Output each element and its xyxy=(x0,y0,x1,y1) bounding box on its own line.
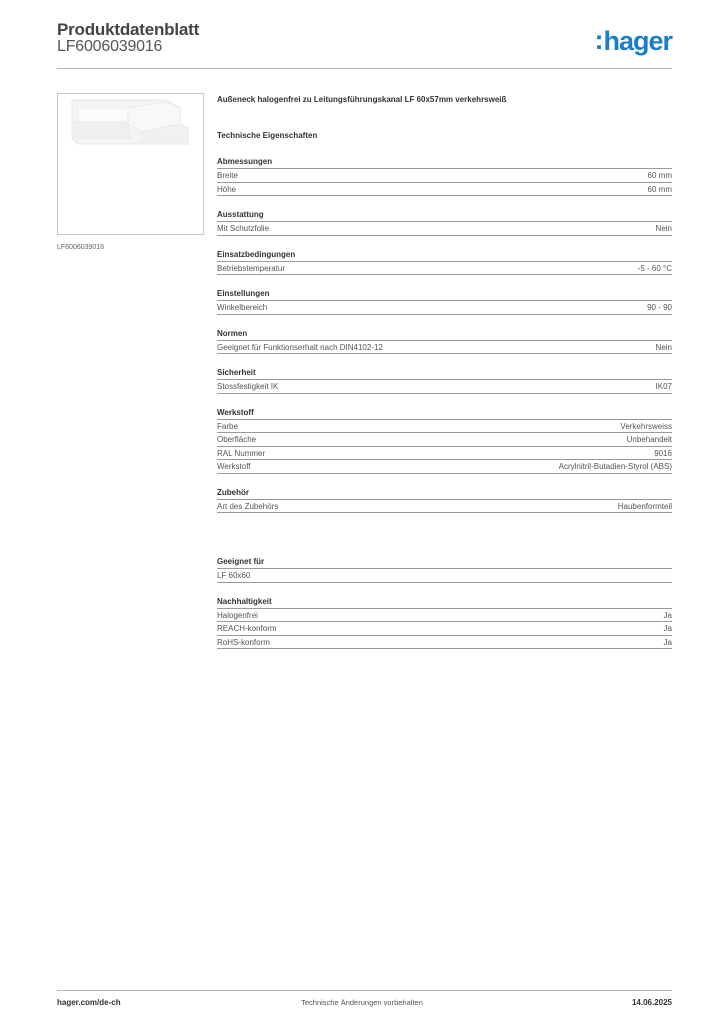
spec-row xyxy=(217,222,672,236)
spec-value: -5 - 60 °C xyxy=(637,263,672,273)
spec-value: 90 - 90 xyxy=(647,303,672,312)
section-title: Sicherheit xyxy=(217,368,672,380)
spec-row xyxy=(217,433,672,447)
spec-label: RAL Nummer xyxy=(217,448,266,458)
spec-label: RoHS-konform xyxy=(217,637,270,647)
spec-label: Mit Schutzfolie xyxy=(217,224,270,233)
section-nachhaltigkeit xyxy=(217,597,672,650)
spec-value: Haubenformteil xyxy=(617,501,672,511)
spec-label: LF 60x60 xyxy=(217,571,251,580)
spec-value: Nein xyxy=(655,224,672,233)
section-title: Abmessungen xyxy=(217,157,672,169)
spec-row xyxy=(217,262,672,276)
section-title: Zubehör xyxy=(217,488,672,500)
spec-label: Halogenfrei xyxy=(217,610,258,620)
section-normen xyxy=(217,329,672,355)
spec-row xyxy=(217,569,672,583)
spec-sections xyxy=(217,157,672,649)
section-sicherheit xyxy=(217,368,672,394)
spec-label: Höhe xyxy=(217,184,237,194)
spec-row xyxy=(217,460,672,474)
footer-disclaimer: Technische Änderungen vorbehalten xyxy=(301,998,423,1007)
footer-website-link[interactable]: hager.com/de-ch xyxy=(57,998,121,1007)
section-title: Nachhaltigkeit xyxy=(217,597,672,609)
spec-value: 9016 xyxy=(654,448,672,458)
spec-label: Breite xyxy=(217,171,238,180)
spec-row xyxy=(217,622,672,636)
spec-label: Betriebstemperatur xyxy=(217,263,286,273)
spec-label: Farbe xyxy=(217,421,238,431)
section-geeignet-fuer xyxy=(217,557,672,583)
product-photo-outer-corner xyxy=(58,94,203,234)
spec-row xyxy=(217,636,672,650)
spec-value: 60 mm xyxy=(647,171,672,180)
product-description: Außeneck halogenfrei zu Leitungsführungskanal LF 60x57mm verkehrsweiß xyxy=(217,95,507,104)
spec-value: Ja xyxy=(663,624,672,633)
footer-rule xyxy=(57,990,672,991)
spec-row xyxy=(217,301,672,315)
section-title: Einsatzbedingungen xyxy=(217,250,672,262)
spec-label: Werkstoff xyxy=(217,462,251,471)
section-werkstoff xyxy=(217,408,672,474)
spec-row xyxy=(217,341,672,355)
spec-label: Oberfläche xyxy=(217,435,257,444)
spec-row xyxy=(217,420,672,434)
hager-logo xyxy=(594,26,672,57)
spec-label: Art des Zubehörs xyxy=(217,501,279,511)
spec-value: IK07 xyxy=(655,382,672,391)
section-title: Werkstoff xyxy=(217,408,672,420)
spec-label: Winkelbereich xyxy=(217,303,268,312)
footer-date: 14.06.2025 xyxy=(631,998,672,1007)
section-spacer xyxy=(217,513,672,543)
section-einsatzbedingungen xyxy=(217,250,672,276)
spec-row xyxy=(217,500,672,514)
section-einstellungen xyxy=(217,289,672,315)
section-title: Geeignet für xyxy=(217,557,672,569)
document-title: Produktdatenblatt xyxy=(57,20,200,39)
image-caption: LF6006039016 xyxy=(57,244,105,251)
spec-value: Nein xyxy=(655,342,672,352)
spec-value: 60 mm xyxy=(647,184,672,194)
product-content xyxy=(217,95,672,649)
section-ausstattung xyxy=(217,210,672,236)
spec-value: Ja xyxy=(663,637,672,647)
spec-row xyxy=(217,183,672,197)
section-abmessungen xyxy=(217,157,672,196)
product-image xyxy=(57,93,204,235)
spec-label: REACH-konform xyxy=(217,624,277,633)
spec-value: Acrylnitril-Butadien-Styrol (ABS) xyxy=(558,462,672,471)
spec-label: Geeignet für Funktionserhalt nach DIN4102-12 xyxy=(217,342,383,352)
logo-text: hager xyxy=(603,26,672,56)
spec-row xyxy=(217,447,672,461)
spec-value: Ja xyxy=(663,610,672,620)
section-title: Normen xyxy=(217,329,672,341)
spec-value: Unbehandelt xyxy=(626,435,672,444)
section-title: Ausstattung xyxy=(217,210,672,222)
spec-row xyxy=(217,380,672,394)
logo-dots-icon: : xyxy=(594,25,603,55)
document-code: LF6006039016 xyxy=(57,38,163,55)
spec-row xyxy=(217,169,672,183)
tech-properties-title: Technische Eigenschaften xyxy=(217,131,318,140)
section-zubehoer xyxy=(217,488,672,514)
section-title: Einstellungen xyxy=(217,289,672,301)
header-rule xyxy=(57,68,672,69)
spec-label: Stossfestigkeit IK xyxy=(217,382,279,391)
spec-value: Verkehrsweiss xyxy=(620,421,672,431)
spec-row xyxy=(217,609,672,623)
